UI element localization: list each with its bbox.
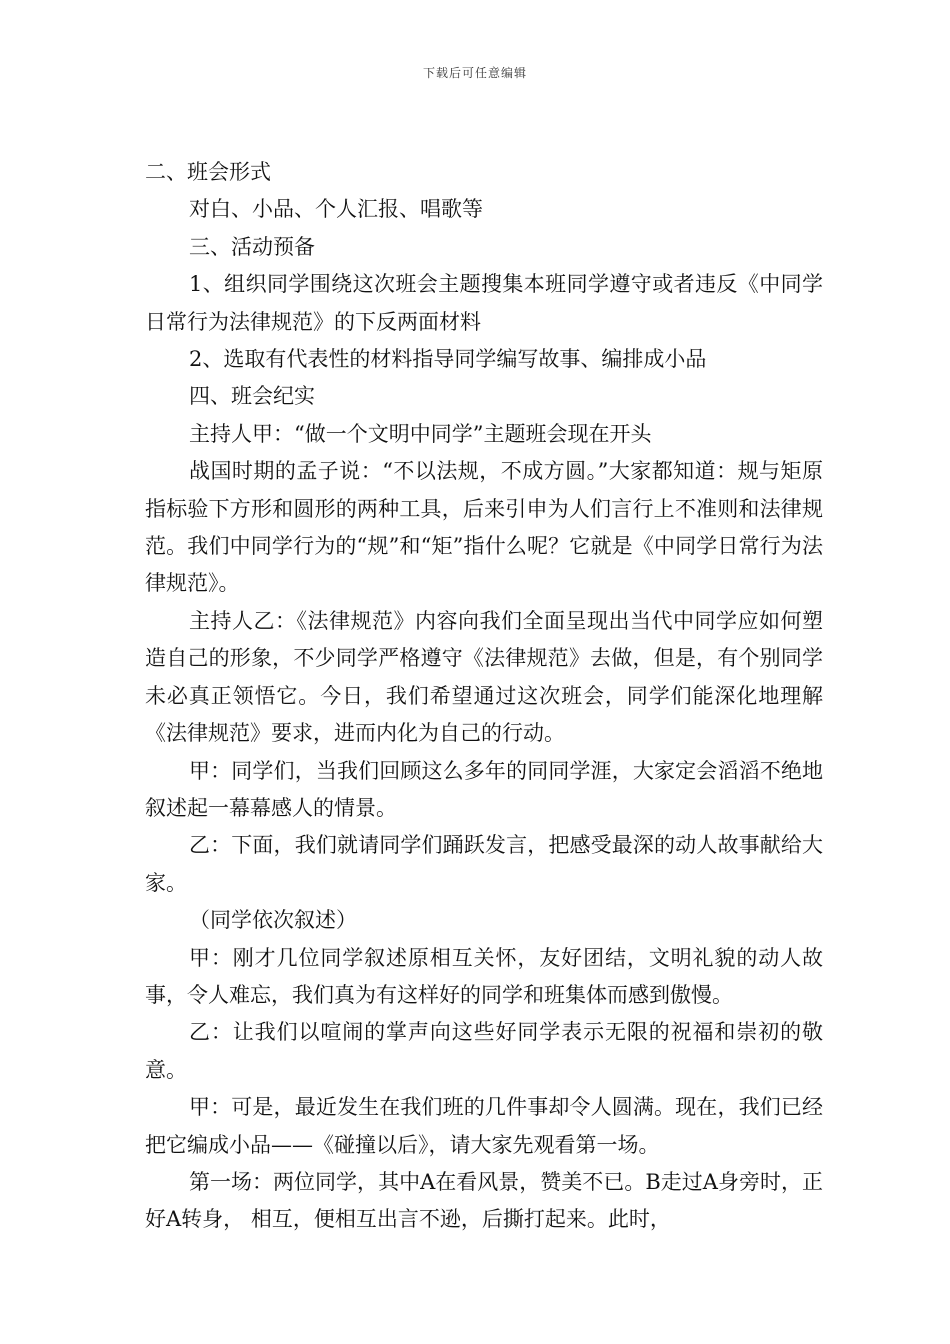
paragraph-prep-item-2: 2、选取有代表性的材料指导同学编写故事、编排成小品 — [189, 347, 707, 372]
paragraph-a-skit-intro: 甲：可是，最近发生在我们班的几件事却令人圆满。现在，我们已经把它编成小品——《碰撞以后》，请大家先观看第一场。 — [145, 1095, 823, 1157]
paragraph-host-a-opening: 主持人甲：“做一个文明中同学”主题班会现在开头 — [189, 421, 652, 446]
paragraph-scene-one: 第一场：两位同学，其中A在看风景，赞美不已。B走过A身旁时，正好A转身， 相互，便相互出言不逊，后撕打起来。此时， — [145, 1169, 823, 1232]
page-header: 下载后可任意编辑 — [422, 66, 527, 80]
section-heading-preparation: 三、活动预备 — [189, 234, 315, 259]
paragraph-prep-item-1: 1、组织同学围绕这次班会主题搜集本班同学遵守或者违反《中同学日常行为法律规范》的下反两面材料 — [145, 272, 823, 334]
paragraph-b-invitation: 乙：下面，我们就请同学们踊跃发言，把感受最深的动人故事献给大家。 — [145, 833, 823, 895]
paragraph-b-applause: 乙：让我们以喧闹的掌声向这些好同学表示无限的祝福和崇初的敬意。 — [145, 1020, 823, 1082]
paragraph-a-reflection: 甲：同学们，当我们回顾这么多年的同同学涯，大家定会滔滔不绝地叙述起一幕幕感人的情景。 — [145, 758, 823, 820]
section-heading-record: 四、班会纪实 — [189, 384, 315, 409]
paragraph-host-b: 主持人乙：《法律规范》内容向我们全面呈现出当代中同学应如何塑造自己的形象，不少同学严格遵守《法律规范》去做，但是，有个别同学未必真正领悟它。今日，我们希望通过这次班会，同学们能深化地理解《法律规范》要求，进而内化为自己的行动。 — [145, 608, 823, 746]
paragraph-format-list: 对白、小品、个人汇报、唱歌等 — [189, 197, 483, 222]
section-heading-class-format: 二、班会形式 — [145, 160, 271, 184]
paragraph-a-praise: 甲：刚才几位同学叙述原相互关怀，友好团结，文明礼貌的动人故事，令人难忘，我们真为有这样好的同学和班集体而感到傲慢。 — [145, 945, 823, 1007]
paragraph-mencius-quote: 战国时期的孟子说：“不以法规，不成方圆。”大家都知道：规与矩原指标验下方形和圆形的两种工具，后来引申为人们言行上不准则和法律规范。我们中同学行为的“规”和“矩”指什么呢？它就是《中同学日常行为法律规范》。 — [145, 459, 823, 596]
paragraph-students-narrate: （同学依次叙述） — [189, 908, 357, 933]
document-body — [145, 154, 823, 1239]
